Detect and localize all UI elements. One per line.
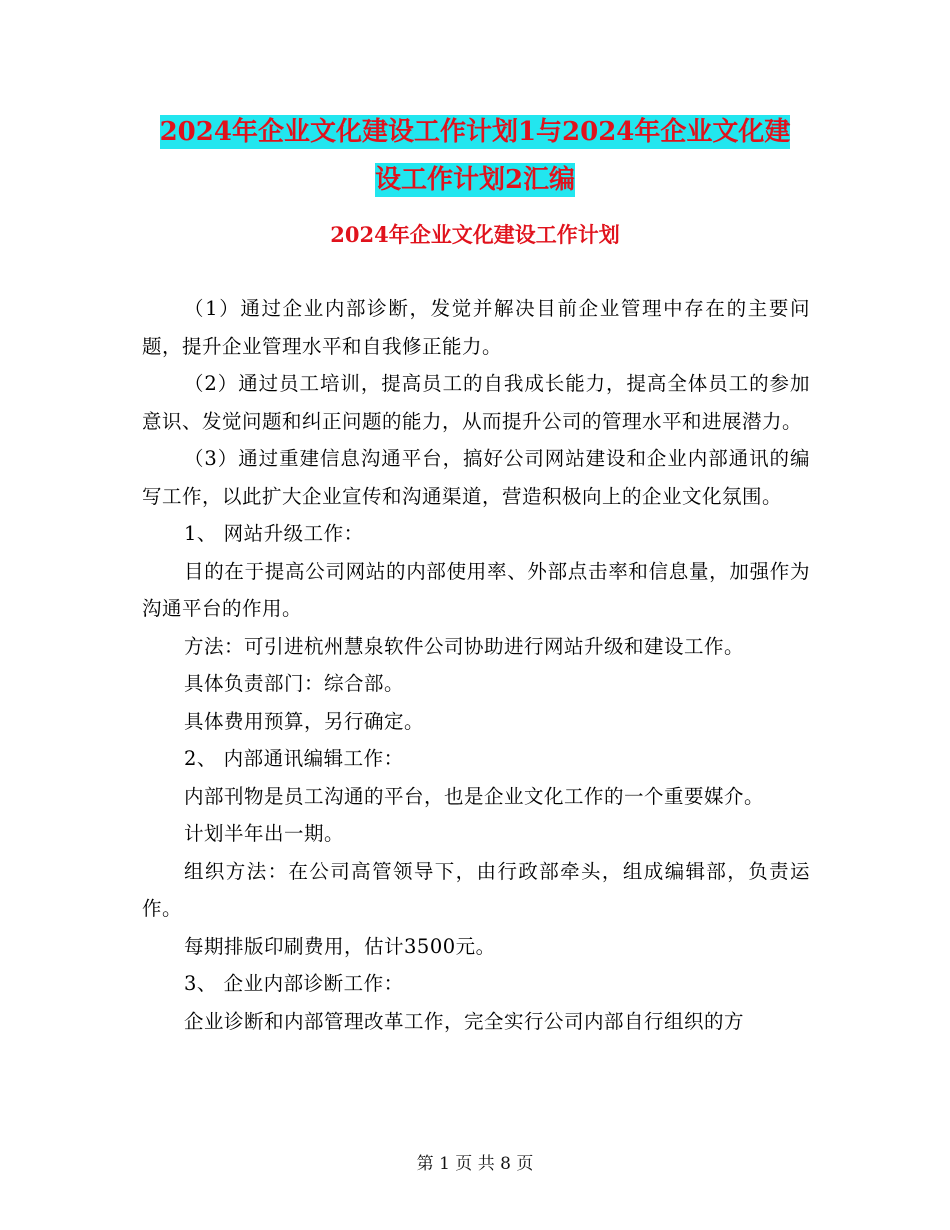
paragraph: （3）通过重建信息沟通平台，搞好公司网站建设和企业内部通讯的编写工作，以此扩大企业宣传和沟通渠道，营造积极向上的企业文化氛围。 bbox=[142, 447, 810, 508]
paragraph: 具体负责部门：综合部。 bbox=[184, 672, 405, 695]
paragraph: （1）通过企业内部诊断，发觉并解决目前企业管理中存在的主要问题，提升企业管理水平和自我修正能力。 bbox=[142, 297, 810, 358]
paragraph: 每期排版印刷费用，估计3500元。 bbox=[184, 934, 496, 958]
paragraph: 计划半年出一期。 bbox=[184, 822, 345, 845]
document-body bbox=[142, 290, 810, 1040]
paragraph: 组织方法：在公司高管领导下，由行政部牵头，组成编辑部，负责运作。 bbox=[142, 859, 810, 920]
paragraph: 2、 内部通讯编辑工作： bbox=[184, 747, 404, 770]
paragraph: 内部刊物是员工沟通的平台，也是企业文化工作的一个重要媒介。 bbox=[184, 784, 765, 808]
document-title bbox=[0, 108, 950, 204]
title-line-1: 2024年企业文化建设工作计划1与2024年企业文化建 bbox=[159, 117, 791, 147]
paragraph: （2）通过员工培训，提高员工的自我成长能力，提高全体员工的参加意识、发觉问题和纠正问题的能力，从而提升公司的管理水平和进展潜力。 bbox=[142, 372, 810, 433]
paragraph: 具体费用预算，另行确定。 bbox=[184, 709, 425, 733]
paragraph: 3、 企业内部诊断工作： bbox=[184, 972, 404, 995]
paragraph: 1、 网站升级工作： bbox=[184, 522, 364, 545]
paragraph: 目的在于提高公司网站的内部使用率、外部点击率和信息量，加强作为沟通平台的作用。 bbox=[142, 559, 810, 620]
page-footer: 第 1 页 共 8 页 bbox=[416, 1154, 534, 1174]
title-line-2: 设工作计划2汇编 bbox=[374, 165, 576, 195]
paragraph: 方法：可引进杭州慧泉软件公司协助进行网站升级和建设工作。 bbox=[184, 634, 745, 658]
paragraph: 企业诊断和内部管理改革工作，完全实行公司内部自行组织的方 bbox=[184, 1009, 745, 1033]
section-title: 2024年企业文化建设工作计划 bbox=[330, 222, 620, 247]
